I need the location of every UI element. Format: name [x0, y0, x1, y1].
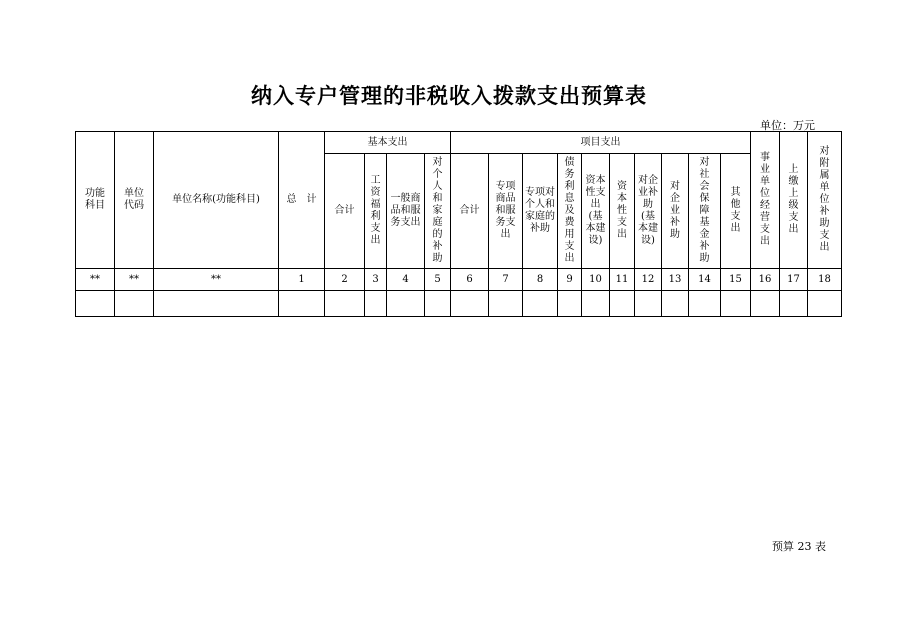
data-cell — [780, 291, 808, 317]
data-cell — [610, 291, 635, 317]
index-cell: 3 — [365, 269, 387, 291]
index-cell: 14 — [689, 269, 721, 291]
index-cell: 9 — [558, 269, 582, 291]
header-project-social: 对社会保障基金补助 — [689, 154, 721, 269]
index-cell: 11 — [610, 269, 635, 291]
header-upper-payment: 上缴上级支出 — [780, 132, 808, 269]
data-cell — [154, 291, 279, 317]
data-cell — [451, 291, 489, 317]
data-cell — [751, 291, 780, 317]
budget-table — [75, 131, 842, 317]
table-row — [76, 291, 842, 317]
header-subordinate-subsidy: 对附属单位补助支出 — [808, 132, 842, 269]
page-title: 纳入专户管理的非税收入拨款支出预算表 — [251, 83, 647, 108]
header-business-expenditure: 事业单位经营支出 — [751, 132, 780, 269]
header-project-capital-build: 资本性支出(基本建设) — [582, 154, 610, 269]
page-number: 预算 23 表 — [772, 540, 826, 553]
index-cell: ** — [76, 269, 115, 291]
index-cell: 5 — [425, 269, 451, 291]
index-cell: 8 — [523, 269, 558, 291]
header-unit-code: 单位代码 — [115, 132, 154, 269]
header-basic-subtotal: 合计 — [325, 154, 365, 269]
header-basic-goods: 一般商品和服务支出 — [387, 154, 425, 269]
index-cell: 4 — [387, 269, 425, 291]
data-cell — [387, 291, 425, 317]
index-cell: 13 — [662, 269, 689, 291]
header-basic-expenditure: 基本支出 — [325, 132, 451, 154]
data-cell — [558, 291, 582, 317]
header-project-goods: 专项商品和服务支出 — [489, 154, 523, 269]
header-project-other: 其他支出 — [721, 154, 751, 269]
data-cell — [721, 291, 751, 317]
header-project-enterprise-build: 对企业补助(基本建设) — [635, 154, 662, 269]
header-project-individual: 专项对个人和家庭的补助 — [523, 154, 558, 269]
data-cell — [279, 291, 325, 317]
data-cell — [689, 291, 721, 317]
index-cell: 16 — [751, 269, 780, 291]
data-cell — [115, 291, 154, 317]
index-cell: 17 — [780, 269, 808, 291]
data-cell — [582, 291, 610, 317]
data-cell — [523, 291, 558, 317]
index-cell: 10 — [582, 269, 610, 291]
header-basic-individual: 对个人和家庭的补助 — [425, 154, 451, 269]
header-unit-name: 单位名称(功能科目) — [154, 132, 279, 269]
header-project-debt: 债务利息及费用支出 — [558, 154, 582, 269]
index-cell: 15 — [721, 269, 751, 291]
data-cell — [325, 291, 365, 317]
data-cell — [76, 291, 115, 317]
data-cell — [489, 291, 523, 317]
index-cell: 18 — [808, 269, 842, 291]
unit-label: 单位：万元 — [760, 119, 815, 132]
index-cell: 2 — [325, 269, 365, 291]
header-project-expenditure: 项目支出 — [451, 132, 751, 154]
header-func-subject: 功能科目 — [76, 132, 115, 269]
data-cell — [662, 291, 689, 317]
index-cell: ** — [115, 269, 154, 291]
header-basic-wages: 工资福利支出 — [365, 154, 387, 269]
header-project-subtotal: 合计 — [451, 154, 489, 269]
data-cell — [808, 291, 842, 317]
header-project-capital: 资本性支出 — [610, 154, 635, 269]
index-cell: 7 — [489, 269, 523, 291]
index-cell: 6 — [451, 269, 489, 291]
header-total: 总 计 — [279, 132, 325, 269]
header-project-enterprise: 对企业补助 — [662, 154, 689, 269]
data-cell — [365, 291, 387, 317]
index-cell: 12 — [635, 269, 662, 291]
index-cell: 1 — [279, 269, 325, 291]
index-row — [76, 269, 842, 291]
index-cell: ** — [154, 269, 279, 291]
data-cell — [635, 291, 662, 317]
data-cell — [425, 291, 451, 317]
